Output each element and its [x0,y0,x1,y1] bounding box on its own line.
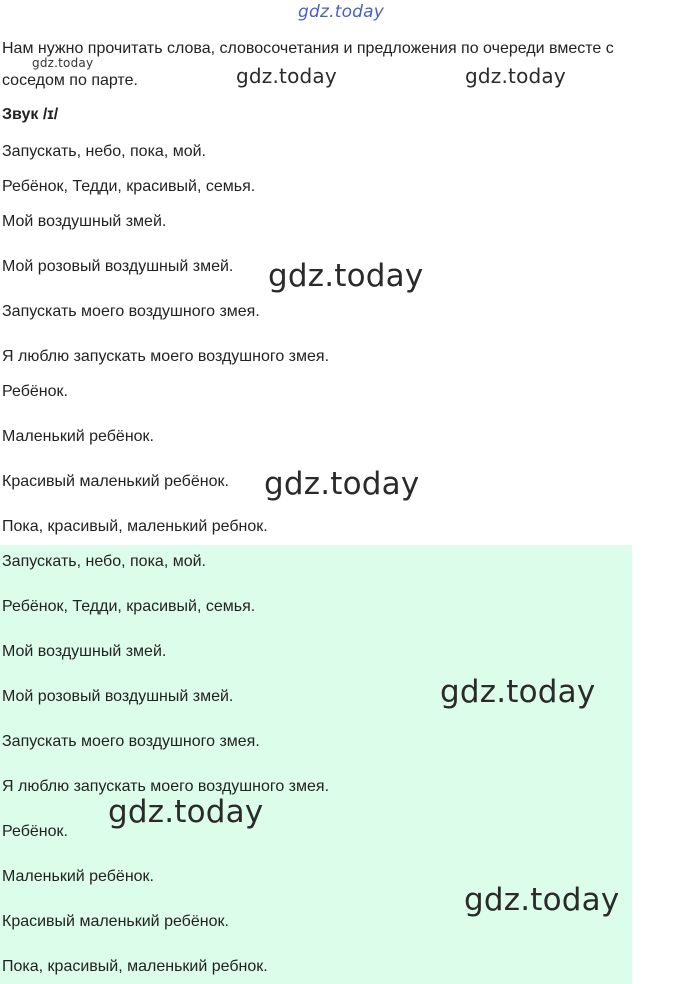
watermark-small: gdz.today [32,56,94,70]
text-line: Маленький ребёнок. [2,428,154,445]
intro-text: Нам нужно прочитать слова, словосочетания и предложения по очереди вместе с соседом по парте. [2,40,614,89]
text-line: Я люблю запускать моего воздушного змея. [2,348,330,365]
text-line: Мой розовый воздушный змей. [2,258,234,275]
watermark: gdz.today [465,64,566,88]
text-line: Запускать моего воздушного змея. [2,733,260,750]
text-line: Мой воздушный змей. [2,643,167,660]
text-line: Маленький ребёнок. [2,868,154,885]
text-line: Запускать, небо, пока, мой. [2,143,206,160]
watermark: gdz.today [464,882,620,918]
text-line: Пока, красивый, маленький ребнок. [2,518,268,535]
watermark-top: gdz.today [298,2,385,22]
text-line: Запускать, небо, пока, мой. [2,553,206,570]
text-line: Пока, красивый, маленький ребнок. [2,958,268,975]
text-line: Мой розовый воздушный змей. [2,688,234,705]
watermark: gdz.today [268,258,424,294]
text-line: Ребёнок. [2,383,68,400]
watermark: gdz.today [236,64,337,88]
watermark: gdz.today [108,794,264,830]
text-line: Я люблю запускать моего воздушного змея. [2,778,330,795]
text-line: Ребёнок. [2,823,68,840]
watermark: gdz.today [440,674,596,710]
text-line: Ребёнок, Тедди, красивый, семья. [2,598,256,615]
watermark: gdz.today [264,466,420,502]
text-line: Красивый маленький ребёнок. [2,913,229,930]
text-line: Запускать моего воздушного змея. [2,303,260,320]
text-line: Мой воздушный змей. [2,213,167,230]
section-heading: Звук /ɪ/ [2,106,59,123]
text-line: Красивый маленький ребёнок. [2,473,229,490]
text-line: Ребёнок, Тедди, красивый, семья. [2,178,256,195]
